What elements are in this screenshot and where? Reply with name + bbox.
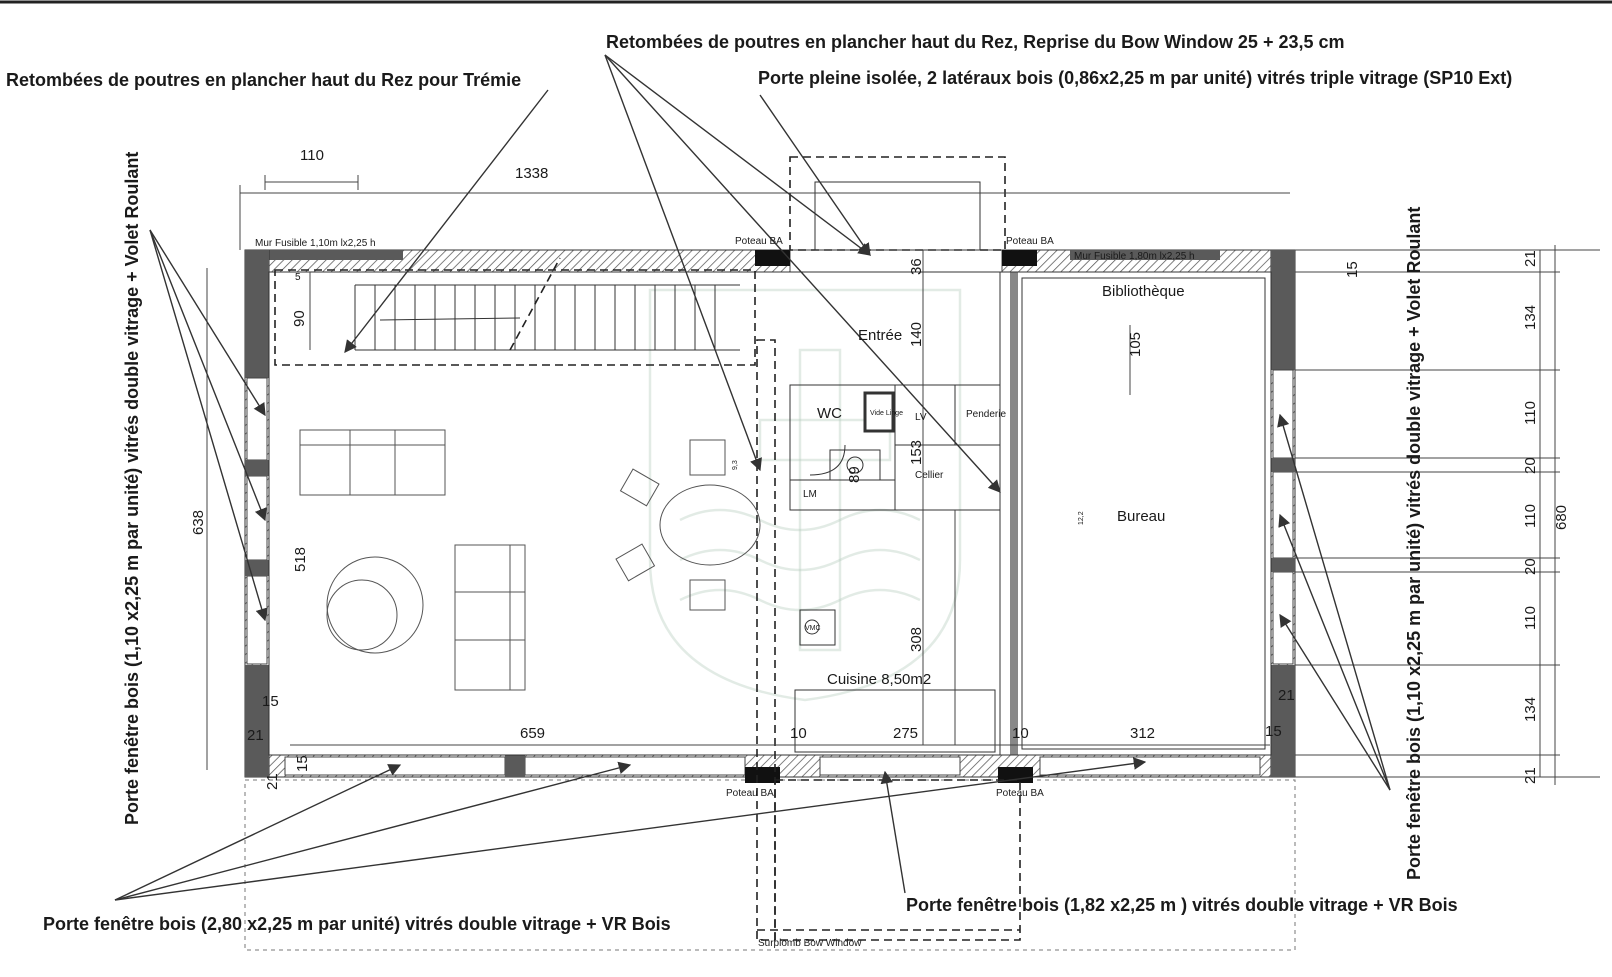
poteau-ba-top-right: [1002, 250, 1037, 266]
poteau-label-bottom-right: Poteau BA: [996, 788, 1044, 799]
mur-fusible-left-label: Mur Fusible 1,10m lx2,25 h: [255, 238, 376, 249]
dim-140: 140: [908, 321, 925, 347]
room-cellier: Cellier: [915, 470, 944, 481]
room-penderie: Penderie: [966, 409, 1007, 420]
dim-105: 105: [1127, 331, 1144, 357]
annotation-beams-stair: Retombées de poutres en plancher haut du Rez pour Trémie: [6, 70, 522, 90]
dim-36: 36: [908, 258, 925, 275]
dim-r110-a: 110: [1522, 401, 1539, 425]
annotation-front-door: Porte pleine isolée, 2 latéraux bois (0,86x2,25 m par unité) vitrés triple vitrage (SP10 Ext): [758, 68, 1513, 88]
room-cuisine: Cuisine 8,50m2: [827, 671, 932, 688]
room-surplomb: Surplomb Bow Window: [758, 938, 862, 949]
dim-680: 680: [1553, 504, 1570, 530]
living-furniture: [300, 430, 760, 690]
dim-10-a: 10: [790, 725, 807, 742]
dim-r134-top: 134: [1522, 304, 1539, 330]
annotation-left-windows: Porte fenêtre bois (1,10 x2,25 m par unité) vitrés double vitrage + Volet Roulant: [122, 151, 142, 825]
dim-659: 659: [520, 725, 546, 742]
annotation-bottom-left-doors: Porte fenêtre bois (2,80 x2,25 m par unité) vitrés double vitrage + VR Bois: [43, 914, 671, 934]
room-wc: WC: [817, 405, 842, 422]
dim-r21-top: 21: [1522, 250, 1539, 267]
dim-r21-bottom: 21: [1522, 767, 1539, 784]
dim-308: 308: [908, 626, 925, 652]
dim-5: 5: [295, 272, 301, 283]
dim-21-right: 21: [1278, 687, 1295, 704]
dim-r20-a: 20: [1522, 457, 1539, 474]
annotation-right-windows: Porte fenêtre bois (1,10 x2,25 m par unité) vitrés double vitrage + Volet Roulant: [1404, 206, 1424, 880]
annotation-beams-bow: Retombées de poutres en plancher haut du Rez, Reprise du Bow Window 25 + 23,5 cm: [606, 32, 1345, 52]
room-vide-linge: Vide Linge: [870, 410, 903, 417]
dim-90: 90: [291, 310, 308, 327]
room-bureau: Bureau: [1117, 508, 1166, 525]
dim-12-2: 12,2: [1078, 511, 1085, 525]
poteau-label-top-right: Poteau BA: [1006, 236, 1054, 247]
dim-r110-b: 110: [1522, 504, 1539, 528]
dim-9-3: 9,3: [732, 460, 739, 470]
dim-r110-c: 110: [1522, 606, 1539, 630]
annotation-bottom-right-door: Porte fenêtre bois (1,82 x2,25 m ) vitrés double vitrage + VR Bois: [906, 895, 1458, 915]
dim-15-left: 15: [262, 693, 279, 710]
room-bibliotheque: Bibliothèque: [1102, 283, 1185, 300]
dim-153: 153: [908, 439, 925, 465]
dim-15-right: 15: [1265, 723, 1282, 740]
room-lv: LV: [915, 412, 927, 423]
dim-21-left: 21: [247, 727, 264, 744]
dim-r20-b: 20: [1522, 558, 1539, 575]
dim-518: 518: [292, 546, 309, 572]
dim-89: 89: [846, 466, 863, 483]
room-entree: Entrée: [858, 327, 903, 344]
dim-21-bottom: 21: [264, 773, 281, 790]
bow-window-outline: [757, 157, 1020, 940]
dim-15-bottom: 15: [294, 755, 311, 772]
dim-275: 275: [893, 725, 919, 742]
dim-110-top: 110: [300, 147, 324, 164]
mur-fusible-right-label: Mur Fusible 1,80m lx2,25 h: [1074, 251, 1195, 262]
dim-15-top-right: 15: [1344, 261, 1361, 278]
room-lm: LM: [803, 489, 817, 500]
dim-10-b: 10: [1012, 725, 1029, 742]
dim-r134-bottom: 134: [1522, 696, 1539, 722]
room-vmc: VMC: [805, 625, 821, 632]
poteau-label-bottom-left: Poteau BA: [726, 788, 774, 799]
dim-638: 638: [190, 509, 207, 535]
poteau-label-top-left: Poteau BA: [735, 236, 783, 247]
dim-1338: 1338: [515, 165, 549, 182]
poteau-ba-top-left: [755, 250, 790, 266]
dim-312: 312: [1130, 725, 1156, 742]
